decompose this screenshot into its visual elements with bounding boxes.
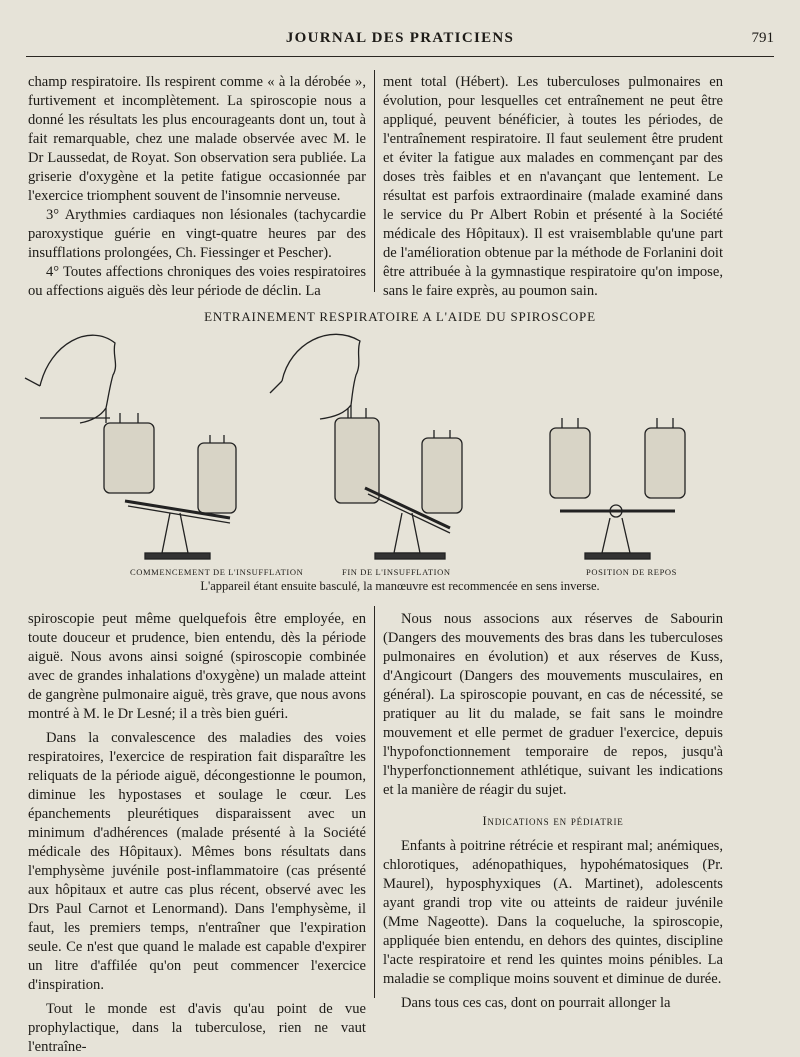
page-number: 791 bbox=[751, 30, 774, 46]
column-top-right bbox=[383, 73, 723, 301]
paragraph: ment total (Hébert). Les tuberculoses pulmonaires en évolution, pour lesquelles cet entraînement ne peut être appliqué, peuvent bénéficier, à toutes les périodes, de l'entraînement respiratoire. Il faut seulement être prudent et éviter la fatigue aux malades en commençant par des doses très faibles et en n'avançant que lentement. Le résultat est parfois extraordinaire (malade examiné dans le service du Pr Albert Robin et présenté à la Société médicale des Hôpitaux). Il est vraisemblable qu'une part de l'amélioration obtenue par la méthode de Forlanini doit être attribuée à la gymnastique respiratoire qu'on impose, sans le faire exprès, au poumon sain. bbox=[383, 74, 723, 299]
figure-caption: L'appareil étant ensuite basculé, la manœuvre est recommencée en sens inverse. bbox=[200, 579, 600, 593]
paragraph: 4° Toutes affections chroniques des voies respiratoires ou affections aiguës dès leur période de déclin. La bbox=[28, 264, 366, 299]
journal-title: JOURNAL DES PRATICIENS bbox=[285, 30, 515, 46]
figure-title: ENTRAINEMENT RESPIRATOIRE A L'AIDE DU SPIROSCOPE bbox=[204, 309, 596, 324]
section-heading: Indications en pédiatrie bbox=[482, 814, 624, 828]
spiroscope-apparatus-end bbox=[270, 334, 462, 559]
column-divider-bottom bbox=[374, 606, 375, 998]
paragraph: Tout le monde est d'avis qu'au point de vue prophylactique, dans la tuberculose, rien ne vaut l'entraîne- bbox=[28, 1001, 366, 1055]
paragraph: Nous nous associons aux réserves de Sabourin (Dangers des mouvements des bras dans les tuberculoses pulmonaires en évolution) et aux réserves de Kuss, d'Angicourt (Dangers des mouvements musculaires, en général). La spiroscopie pouvant, en cas de nécessité, se pratiquer au lit du malade, se fait sans le moindre mouvement et elle permet de graduer l'exercice, depuis l'hypofonctionnement temporaire de repos, jusqu'à l'hyperfonctionnement athlétique, suivant les indications et la manière de réagir du sujet. bbox=[383, 611, 723, 798]
running-header bbox=[26, 30, 774, 54]
paragraph: Enfants à poitrine rétrécie et respirant mal; anémiques, chlorotiques, adénopathiques, hypohématosiques (Pr. Maurel), hyposphyxiques (A. Martinet), adolescents ayant grandi trop vite ou atteints de raideur juvénile (Mme Nageotte). Dans la coqueluche, la spiroscopie, appliquée bien entendu, en dehors des quintes, discipline l'acte respiratoire et rend les quintes moins pénibles. La maladie se complique moins souvent et diminue de durée. bbox=[383, 838, 723, 987]
column-bottom-left bbox=[28, 610, 366, 1057]
column-top-left bbox=[28, 73, 366, 301]
spiroscope-apparatus-start bbox=[25, 335, 236, 559]
caption-start: COMMENCEMENT DE L'INSUFFLATION bbox=[130, 567, 304, 577]
paragraph: 3° Arythmies cardiaques non lésionales (tachycardie paroxystique guérie en vingt-quatre heures par des insufflations prolongées, Ch. Fiessinger et Pescher). bbox=[28, 207, 366, 261]
caption-rest: POSITION DE REPOS bbox=[586, 567, 677, 577]
caption-end: FIN DE L'INSUFFLATION bbox=[342, 567, 451, 577]
header-rule bbox=[26, 56, 774, 57]
column-bottom-right bbox=[383, 610, 723, 1013]
spiroscope-illustration bbox=[20, 323, 720, 568]
paragraph: spiroscopie peut même quelquefois être employée, en toute douceur et prudence, bien entendu, dès la période aiguë. Nous avons ainsi soigné (spiroscopie combinée avec de grandes inhalations d'oxygène) un malade atteint de gangrène pulmonaire aiguë, très grave, que nous avons montré à M. le Dr Lesné; il a très bien guéri. bbox=[28, 611, 366, 722]
paragraph: Dans la convalescence des maladies des voies respiratoires, l'exercice de respiration fait disparaître les reliquats de la période aiguë, décongestionne le poumon, diminue les hypostases et soulage le cœur. Les épanchements pleurétiques disparaissent avec un minimum d'adhérences (malade présenté à la Société médicale des Hôpitaux). Mêmes bons résultats dans l'emphysème juvénile post-inflammatoire (cas présenté aux hôpitaux et autre cas plus récent, observé avec les Drs Paul Carnot et Lenormand). Dans l'emphysème, il faut, les premiers temps, n'entraîner que l'expiration seule. Ce n'est que quand le malade est capable d'expirer un litre d'affilée qu'on peut commencer l'exercice d'inspiration. bbox=[28, 730, 366, 993]
paragraph: champ respiratoire. Ils respirent comme « à la dérobée », furtivement et incomplètement. La spiroscopie nous a donné les résultats les plus encourageants dont un, tout à fait remarquable, chez une malade observée avec M. le Dr Laussedat, de Royat. Son observation sera publiée. La griserie d'oxygène et la petite fatigue occasionnée par l'exercice triomphent souvent de l'insomnie nerveuse. bbox=[28, 74, 366, 204]
column-divider-top bbox=[374, 70, 375, 292]
spiroscope-apparatus-rest bbox=[550, 418, 685, 559]
paragraph: Dans tous ces cas, dont on pourrait allonger la bbox=[401, 995, 671, 1011]
